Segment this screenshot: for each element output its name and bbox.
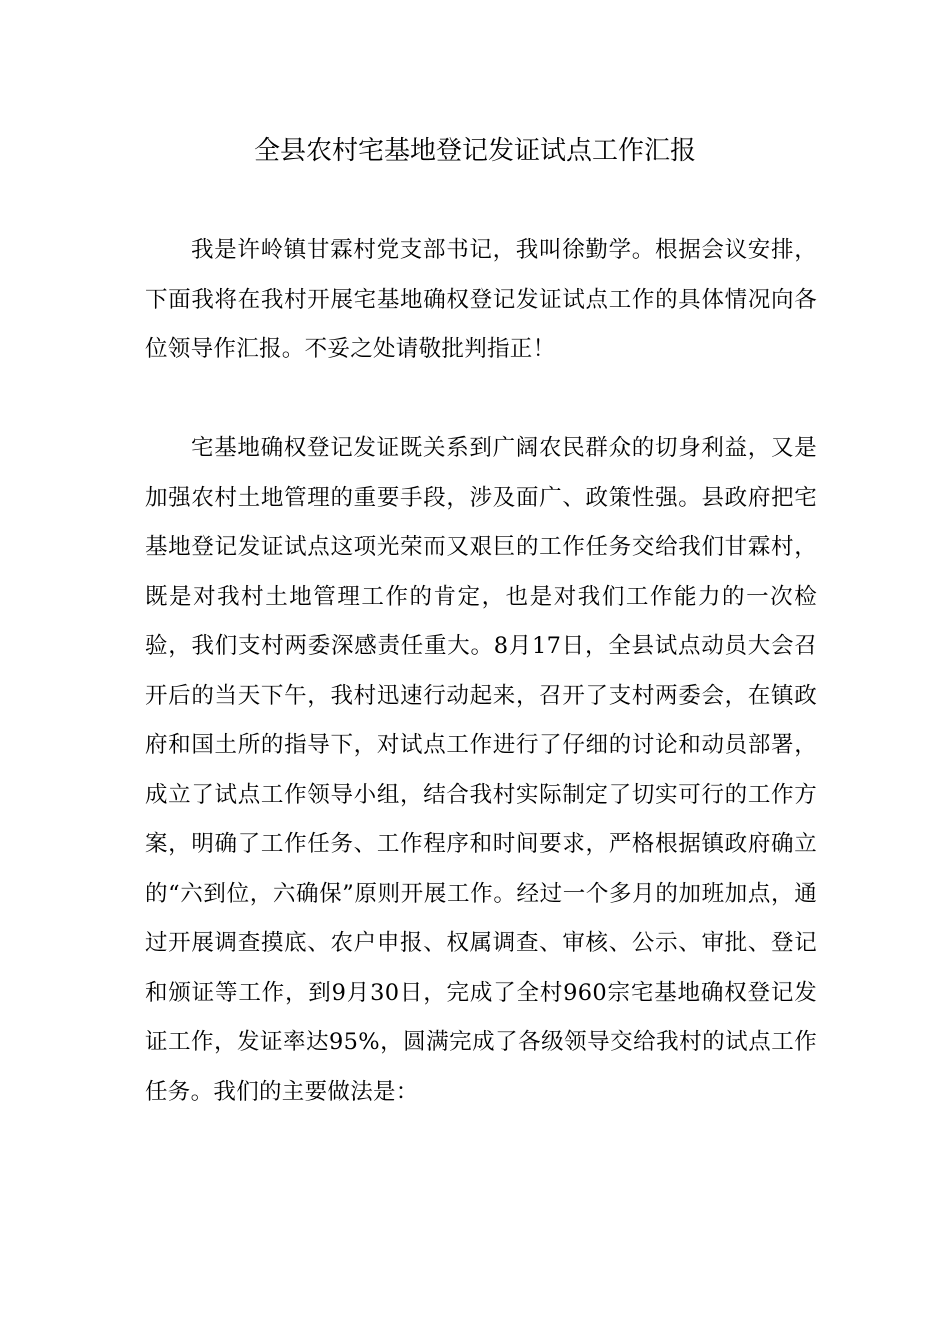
document-title: 全县农村宅基地登记发证试点工作汇报 <box>253 136 696 166</box>
paragraph-introduction: 我是许岭镇甘霖村党支部书记，我叫徐勤学。根据会议安排，下面我将在我村开展宅基地确权登记发证试点工作的具体情况向各位领导作汇报。不妥之处请敬批判指正！ <box>145 237 817 362</box>
paragraph-work-summary: 宅基地确权登记发证既关系到广阔农民群众的切身利益，又是加强农村土地管理的重要手段，涉及面广、政策性强。县政府把宅基地登记发证试点这项光荣而又艰巨的工作任务交给我们甘霖村，既是对我村土地管理工作的肯定，也是对我们工作能力的一次检验，我们支村两委深感责任重大。8月17日，全县试点动员大会召开后的当天下午，我村迅速行动起来，召开了支村两委会，在镇政府和国土所的指导下，对试点工作进行了仔细的讨论和动员部署，成立了试点工作领导小组，结合我村实际制定了切实可行的工作方案，明确了工作任务、工作程序和时间要求，严格根据镇政府确立的“六到位，六确保”原则开展工作。经过一个多月的加班加点，通过开展调查摸底、农户申报、权属调查、审核、公示、审批、登记和颁证等工作，到9月30日，完成了全村960宗宅基地确权登记发证工作，发证率达95%，圆满完成了各级领导交给我村的试点工作任务。我们的主要做法是： <box>145 435 817 1105</box>
